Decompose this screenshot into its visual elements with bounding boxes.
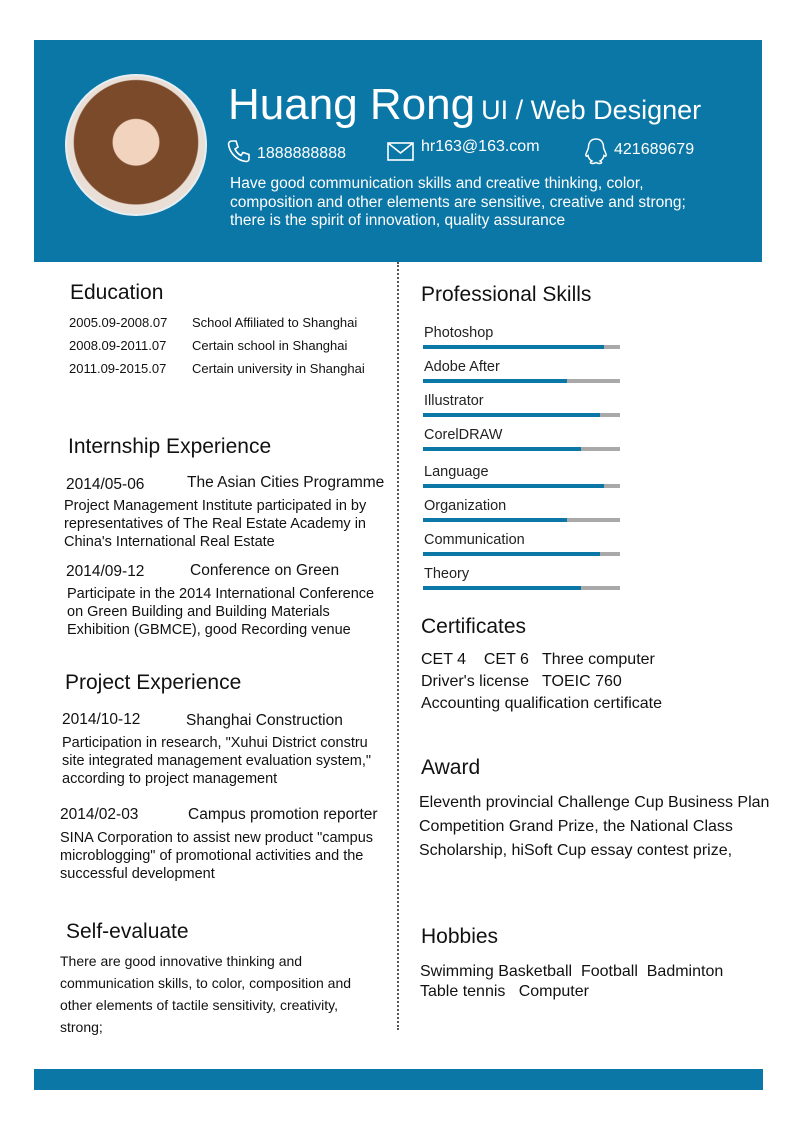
- self-evaluate-text: There are good innovative thinking and communication skills, to color, composition and other elements of tactile sensitivity, creativity, strong;: [60, 953, 352, 1035]
- skill-bar-track: [423, 586, 620, 590]
- phone-contact: [226, 138, 366, 164]
- hobby-line: Swimming Basketball Football Badminton: [420, 963, 724, 980]
- internship-desc: Project Management Institute participated in by representatives of The Real Estate Academy in China's International Real Estate: [64, 498, 367, 550]
- skill-label: Communication: [424, 532, 525, 548]
- certificate-line: Driver's license TOEIC 760: [421, 673, 622, 690]
- skill-bar-fill: [423, 552, 600, 556]
- internship-heading: Internship Experience: [68, 435, 272, 458]
- skill-bar-track: [423, 518, 620, 522]
- skill-label: Illustrator: [424, 393, 484, 409]
- education-heading: Education: [70, 281, 164, 304]
- skill-bar-fill: [423, 518, 567, 522]
- project-title: Shanghai Construction: [186, 712, 343, 729]
- phone-icon: [226, 138, 252, 164]
- skill-label: Organization: [424, 498, 507, 514]
- qq-contact: [582, 136, 702, 166]
- project-desc: Participation in research, "Xuhui District constru site integrated management evaluation system," according to project management: [62, 735, 372, 787]
- email-address: hr163@163.com: [421, 138, 540, 155]
- profile-photo: [65, 74, 207, 216]
- skill-bar-fill: [423, 586, 581, 590]
- email-contact: [386, 138, 556, 164]
- certificate-line: CET 4 CET 6 Three computer: [421, 651, 655, 668]
- education-school: School Affiliated to Shanghai: [192, 315, 358, 330]
- project-heading: Project Experience: [65, 671, 242, 694]
- award-line: Eleventh provincial Challenge Cup Business Plan: [419, 794, 770, 811]
- internship-title: The Asian Cities Programme: [187, 474, 385, 491]
- skill-bar-fill: [423, 379, 567, 383]
- name-line: [228, 80, 701, 130]
- education-period: 2011.09-2015.07: [69, 361, 167, 376]
- hobby-line: Table tennis Computer: [420, 983, 589, 1000]
- award-line: Scholarship, hiSoft Cup essay contest prize,: [419, 842, 733, 859]
- project-date: 2014/02-03: [60, 806, 139, 823]
- skill-bar-fill: [423, 447, 581, 451]
- internship-desc: Participate in the 2014 International Conference on Green Building and Building Materials Exhibition (GBMCE), good Recording venue: [67, 586, 375, 638]
- skill-label: Language: [424, 464, 489, 480]
- skill-bar-fill: [423, 413, 600, 417]
- project-desc: SINA Corporation to assist new product "campus microblogging" of promotional activities and the successful development: [60, 830, 374, 882]
- education-school: Certain school in Shanghai: [192, 338, 348, 353]
- skill-bar-fill: [423, 484, 604, 488]
- skill-bar-track: [423, 413, 620, 417]
- project-date: 2014/10-12: [62, 711, 141, 728]
- certificates-heading: Certificates: [421, 615, 527, 638]
- internship-title: Conference on Green: [190, 562, 340, 579]
- skill-bar-track: [423, 379, 620, 383]
- award-line: Competition Grand Prize, the National Class: [419, 818, 733, 835]
- skill-label: Adobe After: [424, 359, 500, 375]
- footer-band: [34, 1069, 763, 1090]
- education-school: Certain university in Shanghai: [192, 361, 365, 376]
- skill-bar-track: [423, 345, 620, 349]
- skill-bar-track: [423, 484, 620, 488]
- qq-number: 421689679: [614, 141, 695, 158]
- job-title: UI / Web Designer: [481, 95, 702, 125]
- education-period: 2005.09-2008.07: [69, 315, 168, 330]
- mail-icon: [386, 138, 416, 164]
- project-title: Campus promotion reporter: [188, 806, 378, 823]
- skill-bar-track: [423, 447, 620, 451]
- skill-label: Photoshop: [424, 325, 494, 341]
- internship-date: 2014/05-06: [66, 476, 145, 493]
- hobbies-heading: Hobbies: [421, 925, 499, 948]
- skill-bar-fill: [423, 345, 604, 349]
- certificate-line: Accounting qualification certificate: [421, 695, 663, 712]
- self-evaluate-heading: Self-evaluate: [66, 920, 189, 943]
- person-name: Huang Rong: [228, 80, 476, 129]
- award-heading: Award: [421, 756, 481, 779]
- education-period: 2008.09-2011.07: [69, 338, 167, 353]
- skill-label: Theory: [424, 566, 470, 582]
- skill-bar-track: [423, 552, 620, 556]
- phone-number: 1888888888: [257, 145, 346, 162]
- internship-date: 2014/09-12: [66, 563, 145, 580]
- column-divider: [397, 262, 399, 1030]
- qq-icon: [582, 136, 610, 166]
- skill-label: CorelDRAW: [424, 427, 503, 443]
- skills-heading: Professional Skills: [421, 283, 592, 306]
- intro-text: Have good communication skills and creative thinking, color, composition and other elements are sensitive, creative and strong; there is the spirit of innovation, quality assurance: [230, 175, 686, 229]
